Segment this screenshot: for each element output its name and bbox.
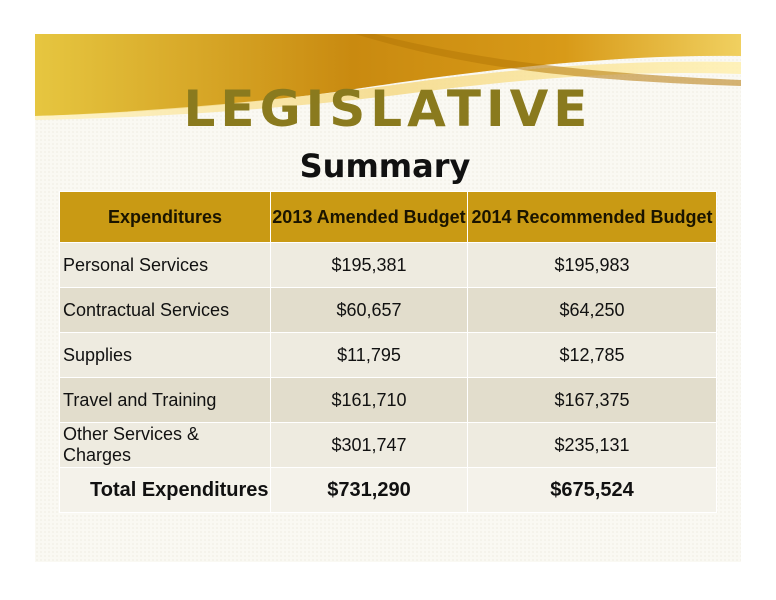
table-header-row	[60, 192, 717, 243]
row-budget-2014: $195,983	[468, 243, 717, 288]
column-header-2013-budget: 2013 Amended Budget	[271, 192, 468, 243]
row-budget-2013: $195,381	[271, 243, 468, 288]
row-budget-2014: $64,250	[468, 288, 717, 333]
table-row	[60, 288, 717, 333]
row-category: Contractual Services	[60, 288, 271, 333]
row-category: Travel and Training	[60, 378, 271, 423]
slide-subtitle: Summary	[299, 147, 471, 185]
row-budget-2014: $167,375	[468, 378, 717, 423]
row-category: Personal Services	[60, 243, 271, 288]
row-budget-2014: $235,131	[468, 423, 717, 468]
row-category: Other Services & Charges	[60, 423, 271, 468]
total-budget-2013: $731,290	[271, 468, 468, 513]
row-category: Supplies	[60, 333, 271, 378]
total-budget-2014: $675,524	[468, 468, 717, 513]
row-budget-2013: $161,710	[271, 378, 468, 423]
row-budget-2013: $301,747	[271, 423, 468, 468]
row-budget-2013: $60,657	[271, 288, 468, 333]
table-row	[60, 378, 717, 423]
table-row	[60, 423, 717, 468]
slide	[35, 34, 741, 562]
row-budget-2014: $12,785	[468, 333, 717, 378]
column-header-2014-budget: 2014 Recommended Budget	[468, 192, 717, 243]
total-row	[60, 468, 717, 513]
row-budget-2013: $11,795	[271, 333, 468, 378]
slide-title: LEGISLATIVE	[183, 80, 593, 138]
table-row	[60, 243, 717, 288]
total-label: Total Expenditures	[60, 468, 271, 513]
column-header-expenditures: Expenditures	[60, 192, 271, 243]
table-row	[60, 333, 717, 378]
expenditure-summary-table	[59, 191, 717, 513]
